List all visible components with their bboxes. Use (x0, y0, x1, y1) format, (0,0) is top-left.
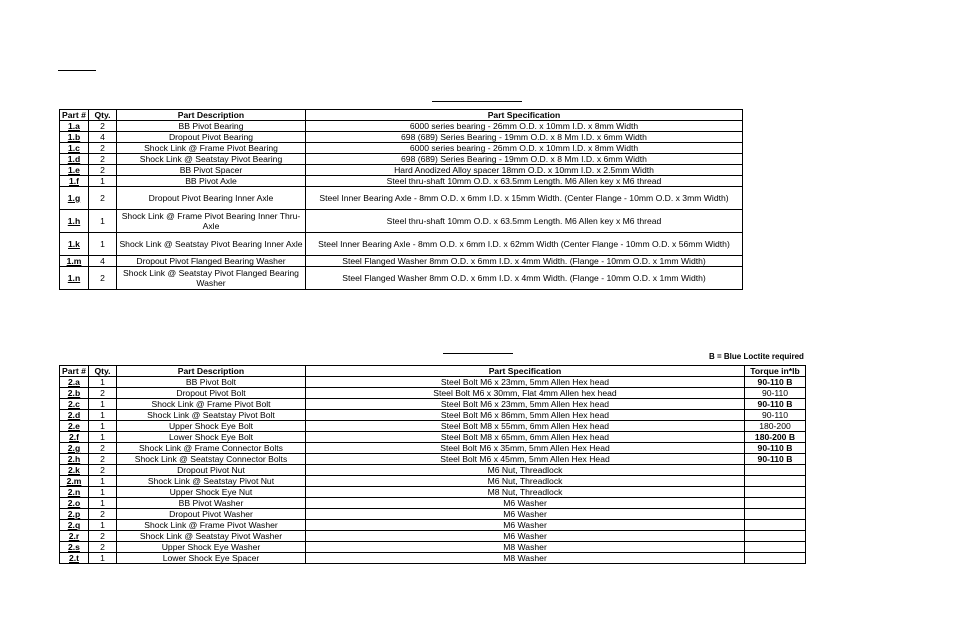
part-specification: Steel Flanged Washer 8mm O.D. x 6mm I.D. x 4mm Width. (Flange - 10mm O.D. x 1mm Width) (306, 256, 743, 267)
quantity: 1 (89, 553, 117, 564)
part-description: Shock Link @ Seatstay Pivot Flanged Bearing Washer (117, 267, 306, 290)
part-specification: Steel Inner Bearing Axle - 8mm O.D. x 6mm I.D. x 62mm Width (Center Flange - 10mm O.D. x 56mm Width) (306, 233, 743, 256)
table-row (60, 267, 743, 290)
torque-value (745, 542, 806, 553)
part-number: 2.b (60, 388, 89, 399)
part-number: 2.g (60, 443, 89, 454)
torque-value: 90-110 B (745, 454, 806, 465)
torque-value (745, 465, 806, 476)
table-row (60, 410, 806, 421)
quantity: 1 (89, 176, 117, 187)
table-row (60, 399, 806, 410)
part-specification: M6 Washer (306, 509, 745, 520)
col-header-description: Part Description (117, 110, 306, 121)
part-specification: Steel Bolt M6 x 23mm, 5mm Allen Hex head (306, 399, 745, 410)
part-number: 2.d (60, 410, 89, 421)
part-specification: Steel Bolt M8 x 65mm, 6mm Allen Hex head (306, 432, 745, 443)
part-specification: 6000 series bearing - 26mm O.D. x 10mm I.D. x 8mm Width (306, 121, 743, 132)
part-number: 2.c (60, 399, 89, 410)
quantity: 1 (89, 210, 117, 233)
torque-value (745, 531, 806, 542)
col-header-qty: Qty. (89, 366, 117, 377)
table-row (60, 520, 806, 531)
table-header-row (60, 366, 806, 377)
part-number: 1.k (60, 233, 89, 256)
table-row (60, 531, 806, 542)
hardware-table (59, 365, 806, 564)
table-row (60, 465, 806, 476)
table-row (60, 476, 806, 487)
part-specification: 698 (689) Series Bearing - 19mm O.D. x 8 Mm I.D. x 6mm Width (306, 154, 743, 165)
part-specification: M8 Washer (306, 542, 745, 553)
torque-value (745, 509, 806, 520)
part-number: 1.a (60, 121, 89, 132)
part-description: Dropout Pivot Bolt (117, 388, 306, 399)
torque-value (745, 520, 806, 531)
col-header-description: Part Description (117, 366, 306, 377)
part-description: Shock Link @ Seatstay Pivot Bolt (117, 410, 306, 421)
part-specification: Steel Bolt M6 x 35mm, 5mm Allen Hex Head (306, 443, 745, 454)
part-description: Shock Link @ Seatstay Pivot Washer (117, 531, 306, 542)
table-row (60, 553, 806, 564)
torque-value: 180-200 (745, 421, 806, 432)
part-specification: Steel Bolt M6 x 30mm, Flat 4mm Allen hex head (306, 388, 745, 399)
part-specification: M8 Washer (306, 553, 745, 564)
torque-value (745, 498, 806, 509)
quantity: 1 (89, 487, 117, 498)
col-header-qty: Qty. (89, 110, 117, 121)
table-row (60, 509, 806, 520)
torque-value (745, 487, 806, 498)
quantity: 2 (89, 187, 117, 210)
part-description: Shock Link @ Frame Pivot Washer (117, 520, 306, 531)
quantity: 2 (89, 443, 117, 454)
table-row (60, 233, 743, 256)
part-number: 1.h (60, 210, 89, 233)
table-row (60, 154, 743, 165)
part-description: Shock Link @ Frame Connector Bolts (117, 443, 306, 454)
torque-value: 90-110 B (745, 399, 806, 410)
quantity: 2 (89, 531, 117, 542)
part-number: 1.c (60, 143, 89, 154)
quantity: 1 (89, 421, 117, 432)
part-description: BB Pivot Bolt (117, 377, 306, 388)
table-row (60, 256, 743, 267)
torque-value: 90-110 B (745, 443, 806, 454)
table-row (60, 377, 806, 388)
part-specification: M6 Nut, Threadlock (306, 476, 745, 487)
quantity: 1 (89, 476, 117, 487)
part-number: 2.t (60, 553, 89, 564)
part-description: Upper Shock Eye Bolt (117, 421, 306, 432)
quantity: 1 (89, 432, 117, 443)
part-description: Dropout Pivot Bearing Inner Axle (117, 187, 306, 210)
quantity: 1 (89, 399, 117, 410)
part-number: 1.g (60, 187, 89, 210)
table-row (60, 210, 743, 233)
table-row (60, 388, 806, 399)
part-specification: Steel Bolt M6 x 45mm, 5mm Allen Hex Head (306, 454, 745, 465)
part-specification: Steel thru-shaft 10mm O.D. x 63.5mm Length. M6 Allen key x M6 thread (306, 176, 743, 187)
torque-value (745, 553, 806, 564)
torque-value: 180-200 B (745, 432, 806, 443)
quantity: 4 (89, 256, 117, 267)
part-description: Shock Link @ Seatstay Pivot Bearing (117, 154, 306, 165)
part-description: Shock Link @ Seatstay Pivot Nut (117, 476, 306, 487)
part-number: 2.r (60, 531, 89, 542)
part-specification: 6000 series bearing - 26mm O.D. x 10mm I.D. x 8mm Width (306, 143, 743, 154)
table-row (60, 132, 743, 143)
part-number: 2.p (60, 509, 89, 520)
table2-heading-rule (443, 353, 513, 354)
part-description: Lower Shock Eye Bolt (117, 432, 306, 443)
col-header-part: Part # (60, 366, 89, 377)
table-row (60, 187, 743, 210)
part-number: 2.f (60, 432, 89, 443)
torque-value (745, 476, 806, 487)
col-header-specification: Part Specification (306, 110, 743, 121)
part-specification: M8 Nut, Threadlock (306, 487, 745, 498)
part-description: BB Pivot Axle (117, 176, 306, 187)
quantity: 2 (89, 154, 117, 165)
part-specification: Steel Bolt M8 x 55mm, 6mm Allen Hex head (306, 421, 745, 432)
part-specification: M6 Washer (306, 498, 745, 509)
quantity: 1 (89, 410, 117, 421)
part-description: Dropout Pivot Nut (117, 465, 306, 476)
part-number: 2.q (60, 520, 89, 531)
part-number: 1.m (60, 256, 89, 267)
part-description: Shock Link @ Frame Pivot Bolt (117, 399, 306, 410)
table-header-row (60, 110, 743, 121)
part-description: BB Pivot Spacer (117, 165, 306, 176)
table-row (60, 121, 743, 132)
part-number: 2.k (60, 465, 89, 476)
part-specification: Steel Bolt M6 x 23mm, 5mm Allen Hex head (306, 377, 745, 388)
table1-heading-rule (432, 101, 522, 102)
quantity: 2 (89, 542, 117, 553)
part-description: BB Pivot Bearing (117, 121, 306, 132)
part-specification: Hard Anodized Alloy spacer 18mm O.D. x 10mm I.D. x 2.5mm Width (306, 165, 743, 176)
part-specification: Steel Inner Bearing Axle - 8mm O.D. x 6mm I.D. x 15mm Width. (Center Flange - 10mm O.D. x 3mm Width) (306, 187, 743, 210)
torque-value: 90-110 (745, 388, 806, 399)
part-specification: 698 (689) Series Bearing - 19mm O.D. x 8 Mm I.D. x 6mm Width (306, 132, 743, 143)
part-description: Dropout Pivot Washer (117, 509, 306, 520)
part-number: 1.e (60, 165, 89, 176)
part-description: Lower Shock Eye Spacer (117, 553, 306, 564)
part-number: 1.f (60, 176, 89, 187)
quantity: 2 (89, 509, 117, 520)
quantity: 2 (89, 388, 117, 399)
part-description: Upper Shock Eye Washer (117, 542, 306, 553)
part-description: Upper Shock Eye Nut (117, 487, 306, 498)
part-description: Dropout Pivot Bearing (117, 132, 306, 143)
quantity: 4 (89, 132, 117, 143)
quantity: 1 (89, 233, 117, 256)
part-number: 1.n (60, 267, 89, 290)
table-row (60, 143, 743, 154)
part-specification: M6 Washer (306, 531, 745, 542)
table-row (60, 176, 743, 187)
quantity: 2 (89, 465, 117, 476)
part-description: BB Pivot Washer (117, 498, 306, 509)
part-number: 2.e (60, 421, 89, 432)
top-left-rule (58, 70, 96, 71)
table-row (60, 498, 806, 509)
torque-value: 90-110 B (745, 377, 806, 388)
part-description: Shock Link @ Seatstay Pivot Bearing Inner Axle (117, 233, 306, 256)
part-number: 1.d (60, 154, 89, 165)
table-row (60, 443, 806, 454)
table-row (60, 165, 743, 176)
part-specification: Steel Flanged Washer 8mm O.D. x 6mm I.D. x 4mm Width. (Flange - 10mm O.D. x 1mm Width) (306, 267, 743, 290)
table-row (60, 421, 806, 432)
loctite-note: B = Blue Loctite required (709, 352, 804, 361)
table-row (60, 432, 806, 443)
part-description: Shock Link @ Frame Pivot Bearing Inner Thru-Axle (117, 210, 306, 233)
part-number: 2.m (60, 476, 89, 487)
table-row (60, 487, 806, 498)
part-number: 2.s (60, 542, 89, 553)
table-row (60, 454, 806, 465)
quantity: 1 (89, 498, 117, 509)
part-number: 2.n (60, 487, 89, 498)
quantity: 2 (89, 267, 117, 290)
part-specification: M6 Washer (306, 520, 745, 531)
part-specification: Steel Bolt M6 x 86mm, 5mm Allen Hex head (306, 410, 745, 421)
part-description: Shock Link @ Frame Pivot Bearing (117, 143, 306, 154)
col-header-torque: Torque in*lb (745, 366, 806, 377)
quantity: 2 (89, 454, 117, 465)
quantity: 1 (89, 520, 117, 531)
part-number: 1.b (60, 132, 89, 143)
part-description: Dropout Pivot Flanged Bearing Washer (117, 256, 306, 267)
part-specification: M6 Nut, Threadlock (306, 465, 745, 476)
col-header-part: Part # (60, 110, 89, 121)
torque-value: 90-110 (745, 410, 806, 421)
part-number: 2.h (60, 454, 89, 465)
quantity: 2 (89, 143, 117, 154)
part-description: Shock Link @ Seatstay Connector Bolts (117, 454, 306, 465)
quantity: 2 (89, 165, 117, 176)
bearings-table (59, 109, 743, 290)
table-row (60, 542, 806, 553)
col-header-specification: Part Specification (306, 366, 745, 377)
part-number: 2.a (60, 377, 89, 388)
part-number: 2.o (60, 498, 89, 509)
quantity: 1 (89, 377, 117, 388)
quantity: 2 (89, 121, 117, 132)
part-specification: Steel thru-shaft 10mm O.D. x 63.5mm Length. M6 Allen key x M6 thread (306, 210, 743, 233)
